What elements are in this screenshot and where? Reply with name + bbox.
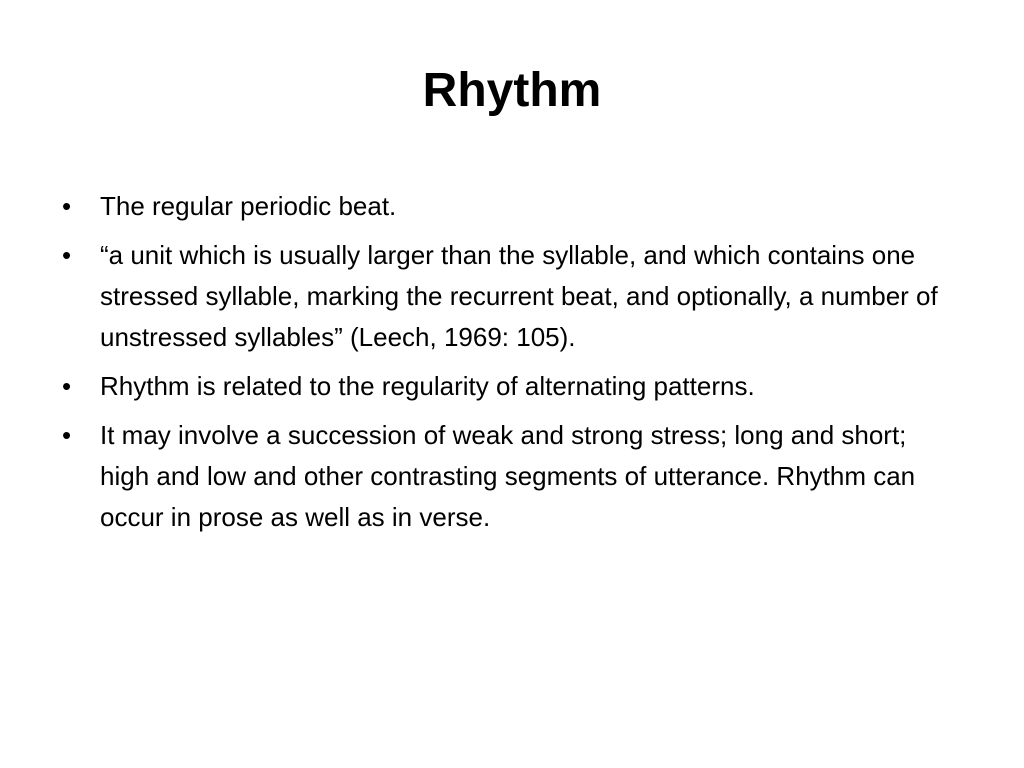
slide-title: Rhythm xyxy=(422,64,602,117)
bullet-item xyxy=(62,415,942,538)
bullet-text: “a unit which is usually larger than the syllable, and which contains one stressed syllable, marking the recurrent beat, and optionally, a number of unstressed syllables” (Leech, 1969: 105). xyxy=(100,240,938,352)
bullet-item xyxy=(62,366,942,407)
bullet-list xyxy=(62,186,942,546)
bullet-dot-icon: • xyxy=(62,191,72,221)
bullet-item xyxy=(62,186,942,227)
bullet-dot-icon: • xyxy=(62,240,72,270)
bullet-text: The regular periodic beat. xyxy=(100,191,397,221)
bullet-dot-icon: • xyxy=(62,420,72,450)
bullet-text: It may involve a succession of weak and strong stress; long and short; high and low and other contrasting segments of utterance. Rhythm can occur in prose as well as in verse. xyxy=(100,420,916,532)
bullet-item xyxy=(62,235,942,358)
bullet-text: Rhythm is related to the regularity of alternating patterns. xyxy=(100,371,755,401)
bullet-dot-icon: • xyxy=(62,371,72,401)
